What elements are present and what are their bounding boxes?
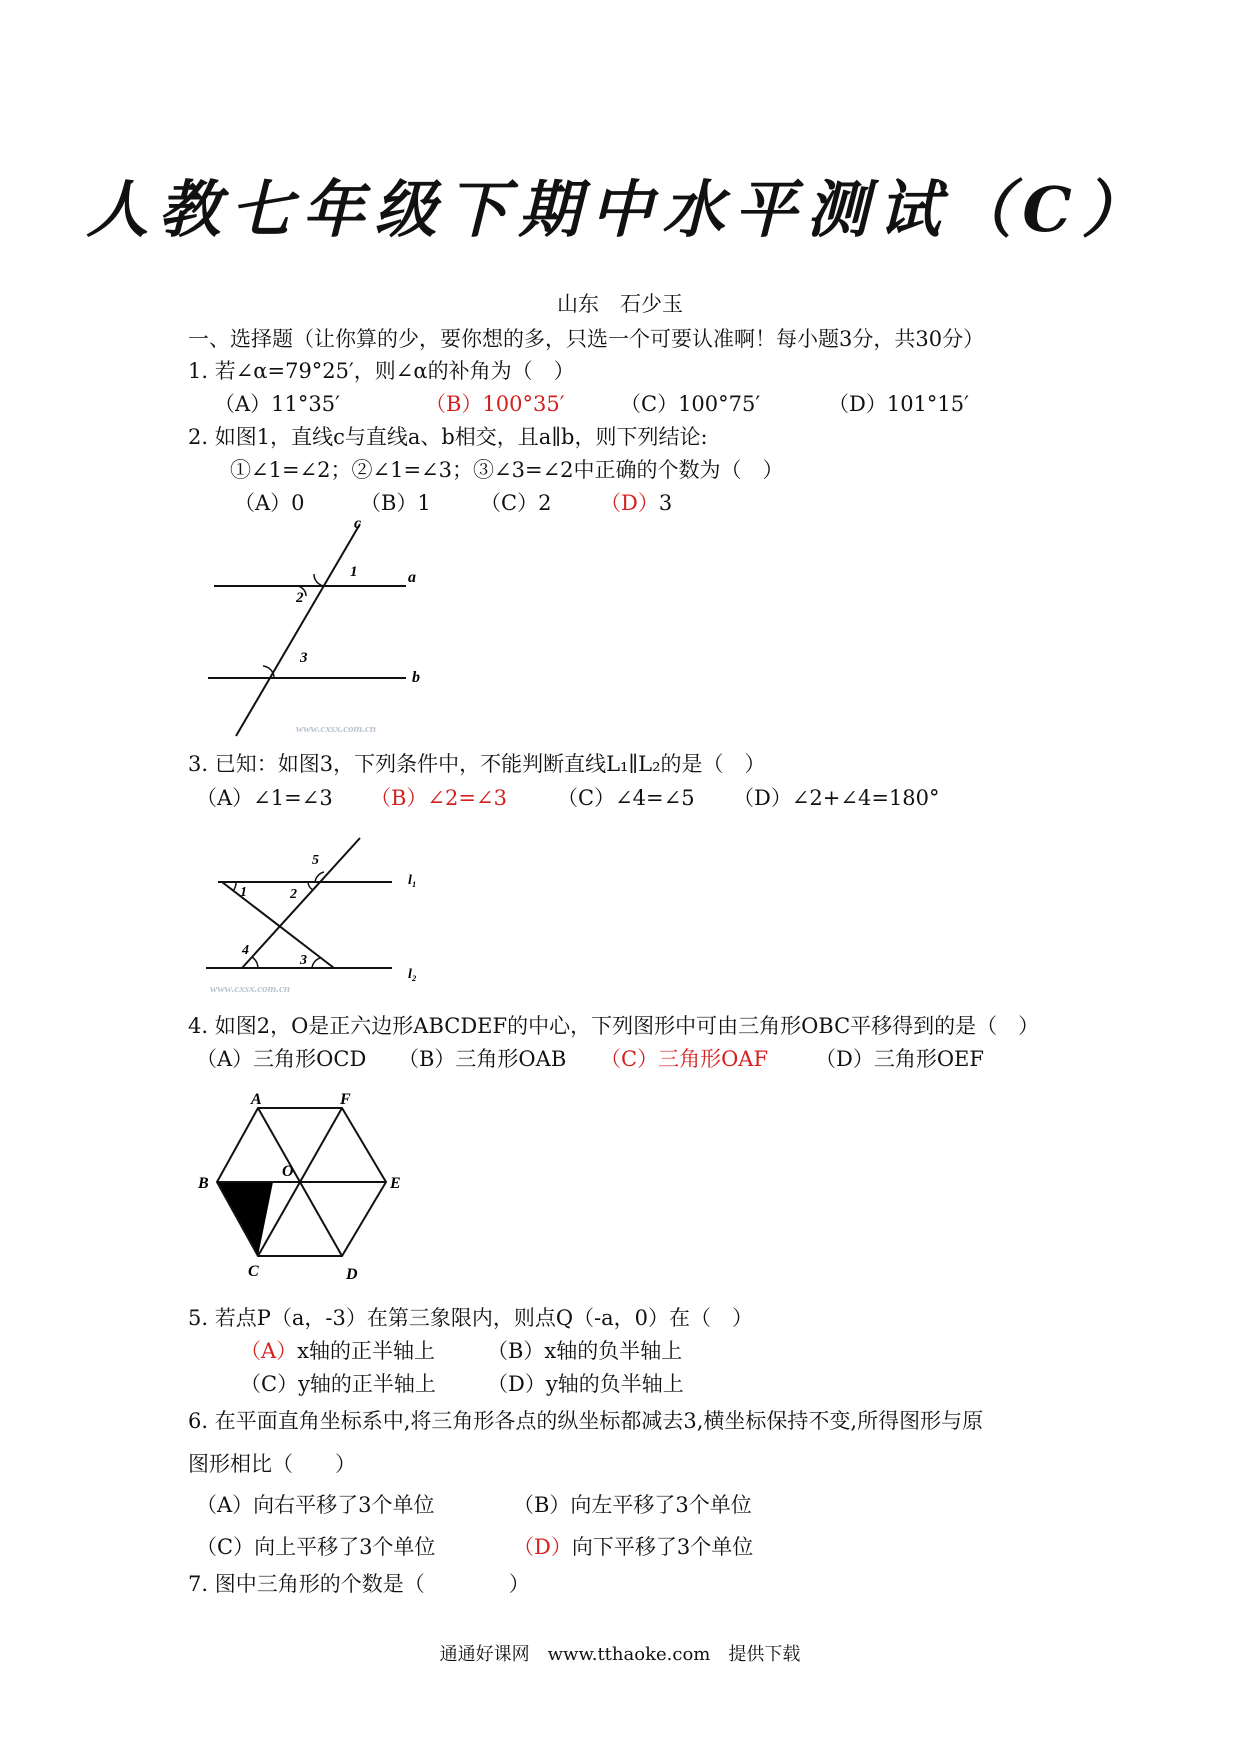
label-4: 4 (242, 943, 249, 958)
label-E: E (390, 1175, 401, 1192)
q1-option-b: （B）100°35′ (425, 392, 565, 416)
label-F: F (340, 1091, 351, 1108)
question-2-stem: 2. 如图1，直线c与直线a、b相交，且a∥b，则下列结论: (188, 425, 708, 449)
label-a: a (408, 569, 416, 586)
question-3-stem: 3. 已知：如图3，下列条件中，不能判断直线L₁∥L₂的是（ ） (188, 752, 766, 776)
q4-option-b: （B）三角形OAB (398, 1047, 567, 1071)
label-3: 3 (300, 953, 307, 968)
label-l2: l₂ (408, 967, 417, 982)
question-4-stem: 4. 如图2，O是正六边形ABCDEF的中心，下列图形中可由三角形OBC平移得到的是（ ） (188, 1014, 1040, 1038)
q3-option-a: （A）∠1=∠3 (196, 786, 333, 810)
q1-option-a: （A）11°35′ (214, 392, 340, 416)
question-6-stem-cont: 图形相比（ ） (188, 1452, 356, 1476)
q6-option-b: （B）向左平移了3个单位 (513, 1493, 752, 1517)
question-1-stem: 1. 若∠α=79°25′，则∠α的补角为（ ） (188, 359, 575, 383)
page-title: 人教七年级下期中水平测试（C） (86, 173, 1154, 246)
question-2-stem-cont: ①∠1=∠2；②∠1=∠3；③∠3=∠2中正确的个数为（ ） (230, 458, 784, 482)
q3-option-c: （C）∠4=∠5 (557, 786, 695, 810)
q5-option-c: （C）y轴的正半轴上 (240, 1372, 436, 1396)
label-C: C (248, 1263, 259, 1280)
angle-3-arc (312, 958, 320, 968)
figure-3-parallel-lines (200, 830, 440, 998)
angle-2-arc (308, 882, 313, 890)
q2-option-b: （B）1 (360, 491, 431, 515)
q5-option-b: （B）x轴的负半轴上 (487, 1339, 683, 1363)
cross-line (222, 882, 334, 968)
transversal (242, 838, 360, 968)
label-2: 2 (296, 590, 304, 606)
angle-1-arc (233, 882, 236, 891)
question-7-stem: 7. 图中三角形的个数是（ ） (188, 1572, 530, 1596)
figure-1-parallel-lines (200, 518, 440, 740)
label-1: 1 (350, 564, 358, 580)
q3-option-b: （B）∠2=∠3 (370, 786, 507, 810)
q2-option-c: （C）2 (480, 491, 552, 515)
q2-option-d: （D）3 (600, 491, 673, 515)
figure-2-hexagon (190, 1086, 430, 1286)
label-A: A (251, 1091, 262, 1108)
section-heading: 一、选择题（让你算的少，要你想的多，只选一个可要认准啊！每小题3分，共30分） (188, 327, 985, 351)
q1-option-c: （C）100°75′ (620, 392, 761, 416)
question-5-stem: 5. 若点P（a，-3）在第三象限内，则点Q（-a，0）在（ ） (188, 1306, 754, 1330)
watermark: www.cxsx.com.cn (210, 983, 290, 995)
q6-option-c: （C）向上平移了3个单位 (196, 1535, 436, 1559)
label-l1: l₁ (408, 873, 417, 888)
q2-option-a: （A）0 (234, 491, 305, 515)
question-6-stem: 6. 在平面直角坐标系中,将三角形各点的纵坐标都减去3,横坐标保持不变,所得图形与原 (188, 1409, 984, 1433)
label-b: b (412, 669, 420, 686)
label-1: 1 (240, 885, 247, 900)
angle-1-arc (314, 574, 328, 586)
q1-option-d: （D）101°15′ (828, 392, 969, 416)
angle-4-arc (252, 957, 258, 968)
angle-3-arc (263, 666, 274, 678)
label-c: c (354, 518, 362, 532)
q3-option-d: （D）∠2+∠4=180° (733, 786, 940, 810)
line-c (236, 524, 360, 736)
footer: 通通好课网 www.tthaoke.com 提供下载 (439, 1644, 801, 1665)
label-2: 2 (290, 887, 297, 902)
label-B: B (198, 1175, 209, 1192)
q5-option-a: （A）x轴的正半轴上 (240, 1339, 436, 1363)
q6-option-d: （D）向下平移了3个单位 (513, 1535, 754, 1559)
q6-option-a: （A）向右平移了3个单位 (196, 1493, 435, 1517)
label-5: 5 (312, 853, 319, 868)
q4-option-d: （D）三角形OEF (815, 1047, 984, 1071)
author: 山东 石少玉 (557, 292, 683, 316)
label-O: O (282, 1163, 294, 1180)
q4-option-c: （C）三角形OAF (600, 1047, 769, 1071)
watermark: www.cxsx.com.cn (296, 723, 376, 735)
q4-option-a: （A）三角形OCD (196, 1047, 367, 1071)
q5-option-d: （D）y轴的负半轴上 (487, 1372, 684, 1396)
label-D: D (346, 1266, 358, 1283)
label-3: 3 (300, 650, 308, 666)
